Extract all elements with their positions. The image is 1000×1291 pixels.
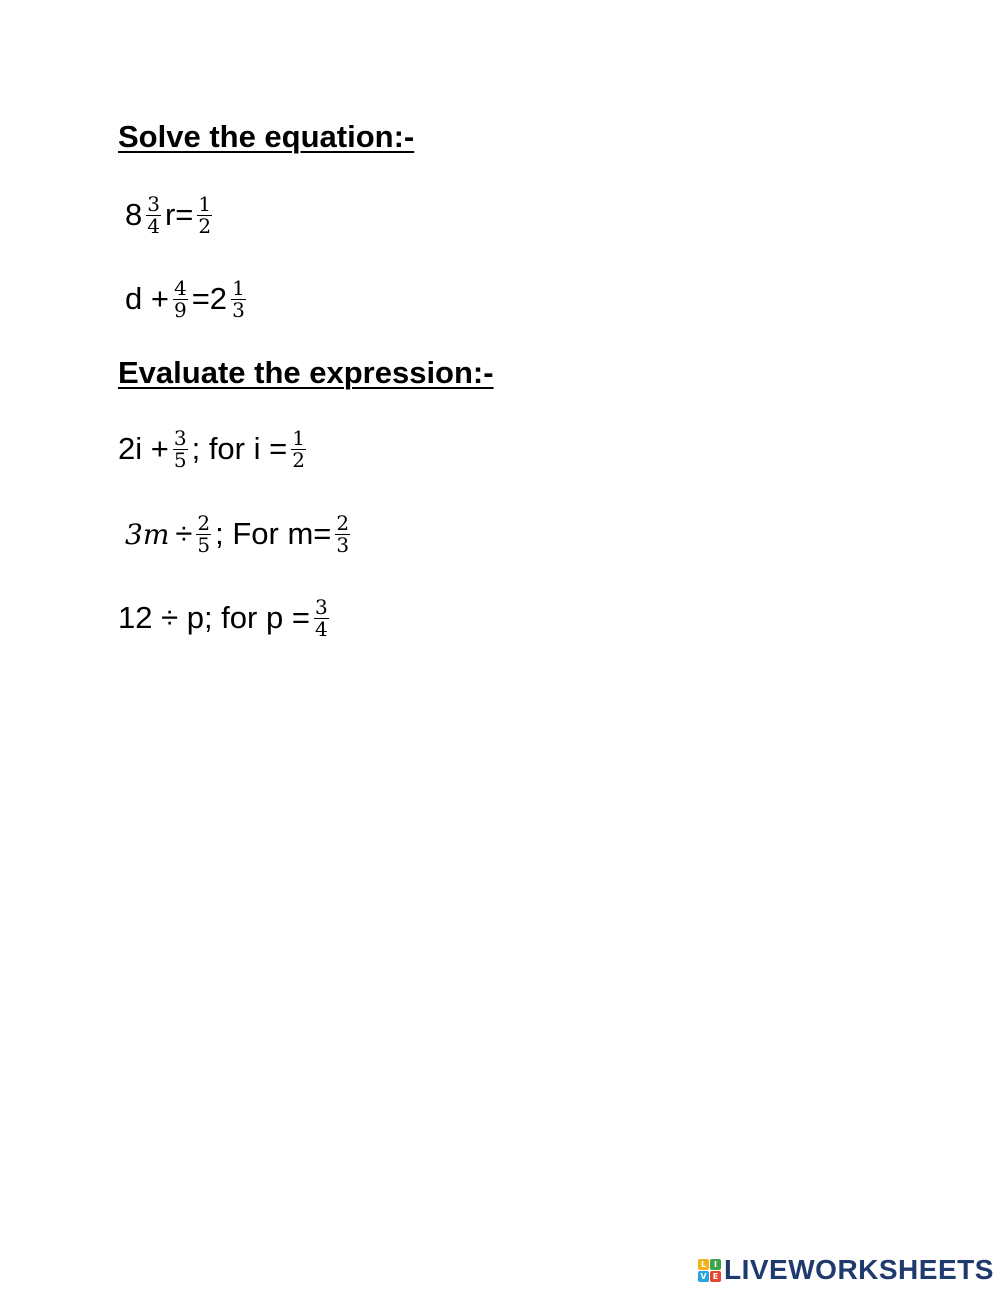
evaluate-heading: Evaluate the expression:- xyxy=(118,355,494,390)
expression-3 xyxy=(118,583,333,653)
logo-letter-v: V xyxy=(698,1271,709,1282)
expression-1-lead: 2i + xyxy=(118,431,169,466)
expression-2-lead: 3m xyxy=(125,517,170,551)
expression-1-mid: ; for i = xyxy=(191,431,288,466)
equation-2-fraction: $\frac{4}{9}$ xyxy=(173,275,187,322)
expression-3-value-fraction: $\frac{3}{4}$ xyxy=(314,594,328,641)
liveworksheets-logo xyxy=(698,1254,994,1286)
expression-2-fraction: $\frac{2}{5}$ xyxy=(197,510,211,557)
expression-1-fraction: $\frac{3}{5}$ xyxy=(173,425,187,472)
equation-2-mid: =2 xyxy=(191,281,228,316)
expression-2-mid: ; For m= xyxy=(215,516,332,551)
logo-letter-e: E xyxy=(710,1271,721,1282)
logo-text: LIVEWORKSHEETS xyxy=(724,1254,994,1285)
logo-mark-icon xyxy=(698,1259,721,1282)
expression-2-value-fraction: $\frac{2}{3}$ xyxy=(336,510,350,557)
expression-1 xyxy=(118,414,310,484)
expression-3-lead: 12 ÷ p; for p = xyxy=(118,600,310,635)
equation-2-rhs-fraction: $\frac{1}{3}$ xyxy=(232,275,245,322)
logo-letter-l: L xyxy=(698,1259,709,1270)
equation-1-rhs-fraction: $\frac{1}{2}$ xyxy=(198,191,212,238)
equation-1-lead: 8 xyxy=(125,197,143,232)
expression-2-operator: ÷ xyxy=(175,516,193,551)
equation-2 xyxy=(125,264,250,334)
logo-letter-i: I xyxy=(710,1259,721,1270)
equation-2-lead: d + xyxy=(125,281,169,316)
equation-1-mixed-fraction: $\frac{3}{4}$ xyxy=(147,191,160,238)
expression-2 xyxy=(125,499,354,569)
solve-heading: Solve the equation:- xyxy=(118,119,415,154)
equation-1 xyxy=(125,180,216,250)
expression-1-value-fraction: $\frac{1}{2}$ xyxy=(292,425,305,472)
equation-1-mid: r= xyxy=(164,197,194,232)
